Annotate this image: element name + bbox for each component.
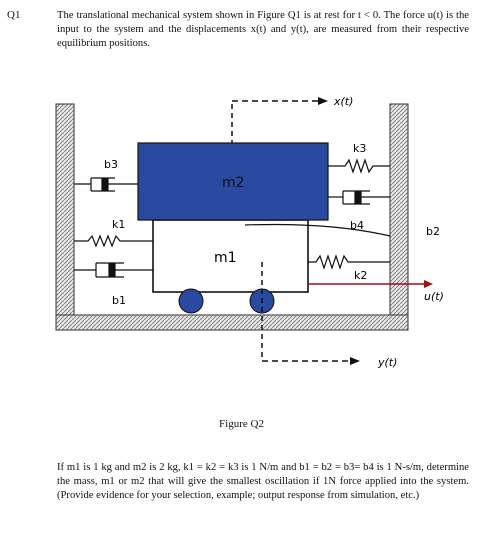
damper-b4 (328, 191, 390, 204)
floor (56, 315, 408, 330)
label-k3: k3 (353, 142, 367, 155)
question-number: Q1 (7, 9, 21, 21)
left-wall (56, 104, 74, 330)
label-u: u(t) (424, 290, 444, 303)
label-b3: b3 (104, 158, 118, 171)
question-intro: The translational mechanical system shown in Figure Q1 is at rest for t < 0. The force u(t) is the input to the system and the displacements x(t) and y(t), are measured from their respective equilibrium positions. (57, 10, 469, 49)
spring-k3 (328, 160, 390, 172)
label-b2: b2 (426, 225, 440, 238)
label-k1: k1 (112, 218, 126, 231)
spring-k1 (74, 236, 153, 246)
label-y: y(t) (378, 356, 398, 369)
damper-b3 (74, 178, 138, 191)
damper-b1 (74, 263, 153, 277)
label-x: x(t) (334, 95, 354, 108)
label-k2: k2 (354, 269, 368, 282)
question-task: If m1 is 1 kg and m2 is 2 kg, k1 = k2 = k3 is 1 N/m and b1 = b2 = b3= b4 is 1 N-s/m, determine the mass, m1 or m2 that will give the smallest oscillation if 1N force applied into the system. (Provide evidence for your selection, example; output response from simulation, etc.) (57, 462, 469, 501)
force-arrowhead (424, 280, 433, 288)
label-b1: b1 (112, 294, 126, 307)
wheel-left (179, 289, 203, 313)
label-b4: b4 (350, 219, 364, 232)
right-wall (390, 104, 408, 330)
label-m1: m1 (214, 250, 237, 266)
spring-k2 (308, 256, 390, 268)
label-m2: m2 (222, 175, 245, 191)
figure-caption: Figure Q2 (219, 418, 264, 430)
